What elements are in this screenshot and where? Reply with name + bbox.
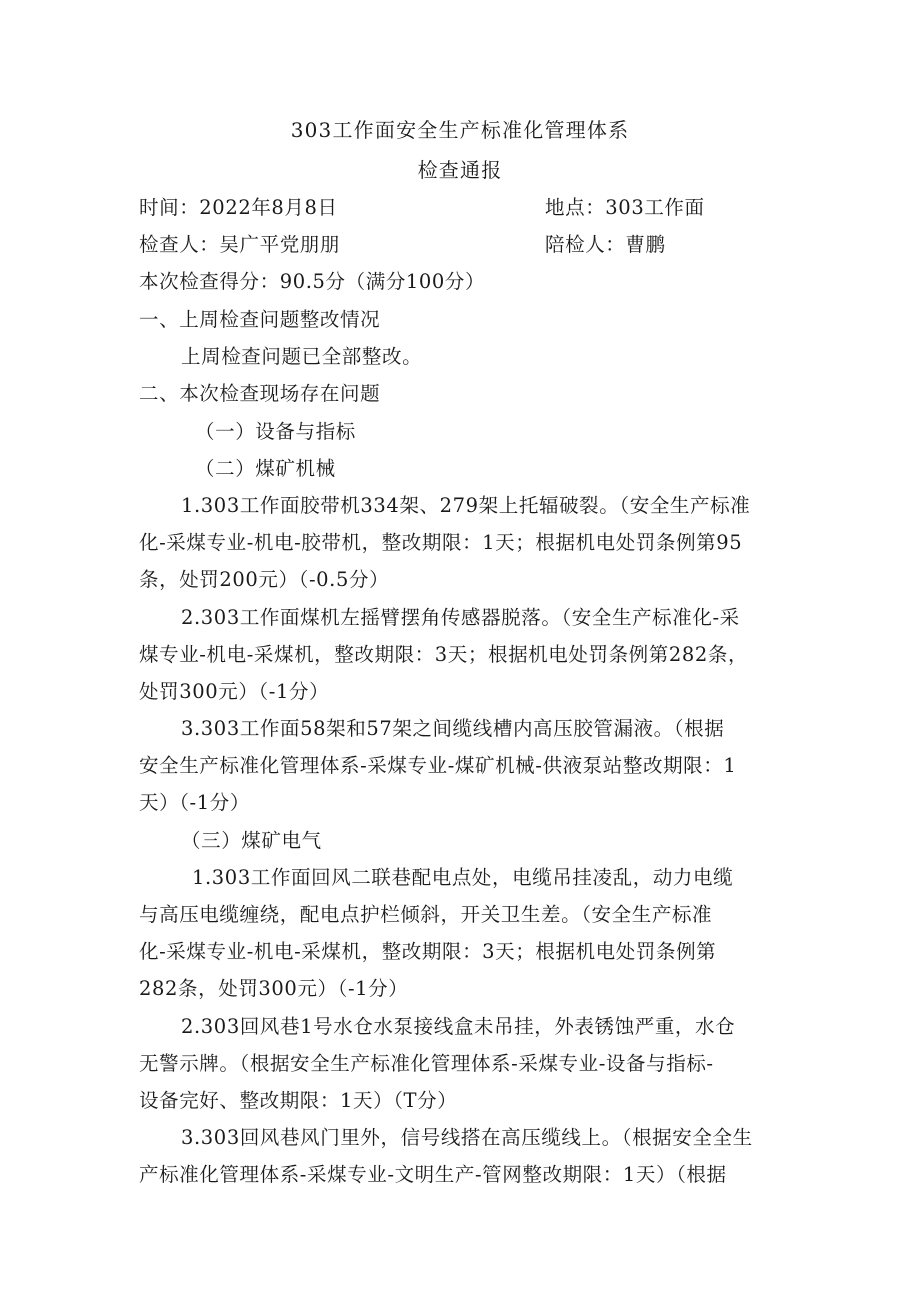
mech-item-2-line-2: 煤专业-机电-采煤机，整改期限：3天；根据机电处罚条例第282条， (139, 643, 749, 666)
subsection-electrical: （三）煤矿电气 (181, 829, 322, 852)
document-subtitle: 检查通报 (417, 158, 503, 182)
elec-item-2-line-2: 无警示牌。（根据安全生产标准化管理体系-采煤专业-设备与指标- (139, 1052, 714, 1075)
inspector: 检查人：吴广平党朋朋 (139, 233, 341, 256)
subsection-machinery: （二）煤矿机械 (195, 457, 336, 480)
mech-item-1-line-3: 条，处罚200元）（-0.5分） (139, 568, 390, 591)
elec-item-3-line-2: 产标准化管理体系-采煤专业-文明生产-管网整改期限：1天）（根据 (139, 1163, 727, 1186)
mech-item-3-line-1: 3.303工作面58架和57架之间缆线槽内高压胶管漏液。（根据 (181, 717, 725, 740)
inspection-place: 地点：303工作面 (545, 196, 705, 219)
elec-item-1-line-1: 1.303工作面回风二联巷配电点处，电缆吊挂凌乱，动力电缆 (192, 866, 734, 889)
mech-item-3-line-3: 天）（-1分） (139, 791, 250, 814)
elec-item-1-line-3: 化-采煤专业-机电-采煤机，整改期限：3天；根据机电处罚条例第 (139, 940, 717, 963)
mech-item-1-line-1: 1.303工作面胶带机334架、279架上托辐破裂。（安全生产标准 (181, 494, 751, 517)
document-title: 303工作面安全生产标准化管理体系 (290, 118, 630, 142)
mech-item-3-line-2: 安全生产标准化管理体系-采煤专业-煤矿机械-供液泵站整改期限：1 (139, 754, 737, 777)
section1-heading: 一、上周检查问题整改情况 (139, 308, 381, 331)
inspection-time: 时间：2022年8月8日 (139, 196, 338, 219)
inspection-score: 本次检查得分：90.5分（满分100分） (139, 270, 486, 293)
elec-item-2-line-1: 2.303回风巷1号水仓水泵接线盒未吊挂，外表锈蚀严重，水仓 (181, 1015, 736, 1038)
mech-item-2-line-3: 处罚300元）（-1分） (139, 680, 330, 703)
section2-heading: 二、本次检查现场存在问题 (139, 382, 381, 405)
accompanying-inspector: 陪检人：曹鹏 (545, 233, 666, 256)
elec-item-1-line-4: 282条，处罚300元）（-1分） (139, 977, 409, 1000)
elec-item-2-line-3: 设备完好、整改期限：1天）（T分） (139, 1089, 458, 1112)
section1-body: 上周检查问题已全部整改。 (181, 345, 423, 368)
mech-item-1-line-2: 化-采煤专业-机电-胶带机，整改期限：1天；根据机电处罚条例第95 (139, 531, 743, 554)
subsection-equipment: （一）设备与指标 (195, 420, 356, 443)
elec-item-1-line-2: 与高压电缆缠绕，配电点护栏倾斜，开关卫生差。（安全生产标准 (139, 903, 713, 926)
mech-item-2-line-1: 2.303工作面煤机左摇臂摆角传感器脱落。（安全生产标准化-采 (181, 606, 740, 629)
elec-item-3-line-1: 3.303回风巷风门里外，信号线搭在高压缆线上。（根据安全全生 (181, 1126, 753, 1149)
